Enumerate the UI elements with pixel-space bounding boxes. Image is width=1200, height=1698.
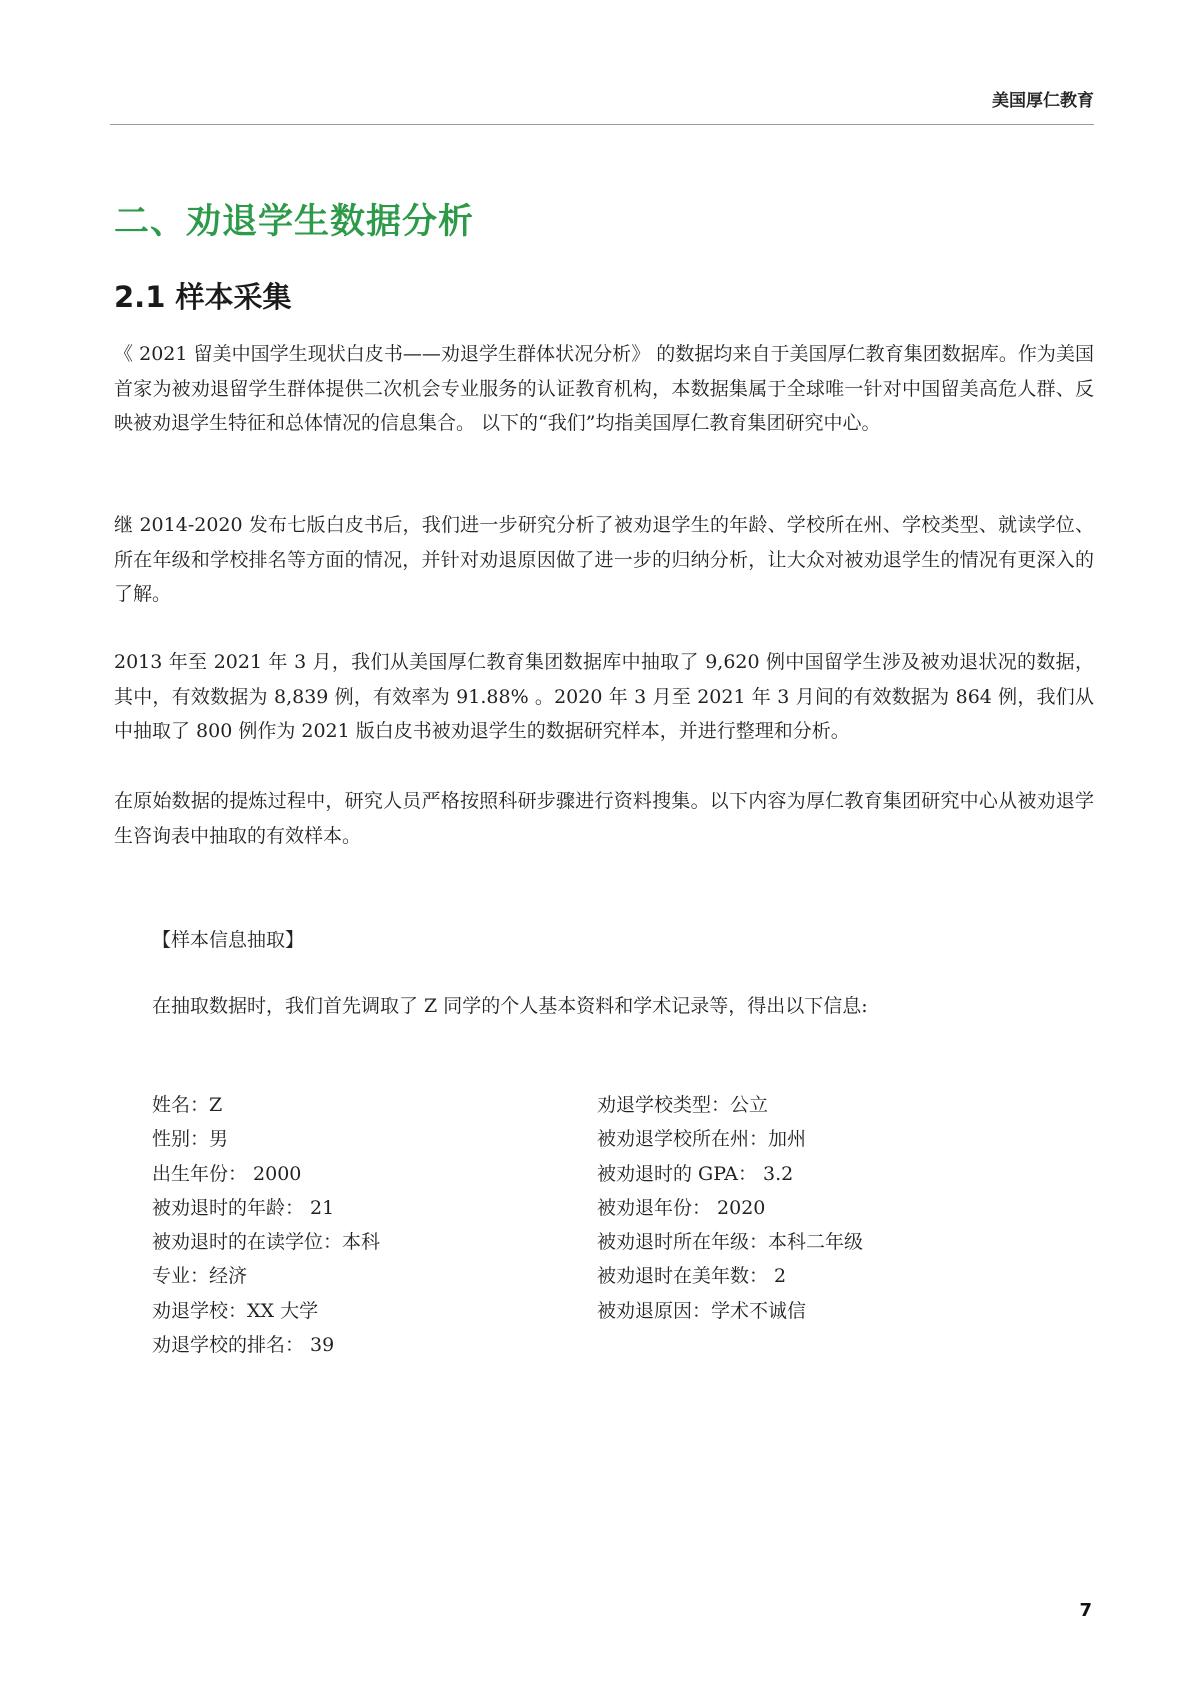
subsection-title: 2.1 样本采集 [114, 280, 292, 314]
field-major: 专业：经济 [152, 1265, 248, 1288]
field-school-ranking: 劝退学校的排名： 39 [152, 1334, 335, 1357]
field-gender: 性别：男 [152, 1128, 229, 1151]
paragraph-data-source: 《 2021 留美中国学生现状白皮书——劝退学生群体状况分析》 的数据均来自于美国厚仁教育集团数据库。作为美国首家为被劝退留学生群体提供二次机会专业服务的认证教育机构，本数据集属于全球唯一针对中国留美高危人群、反映被劝退学生特征和总体情况的信息集合。 以下的“我们”均指美国厚仁教育集团研究中心。 [114, 343, 1094, 434]
header-divider [110, 124, 1094, 125]
field-school-state: 被劝退学校所在州：加州 [597, 1128, 807, 1151]
field-grade-level: 被劝退时所在年级：本科二年级 [597, 1231, 864, 1254]
sample-info-right-column [597, 1088, 863, 1328]
sample-info-left-column [152, 1088, 380, 1362]
field-school: 劝退学校：XX 大学 [152, 1299, 319, 1322]
field-degree: 被劝退时的在读学位：本科 [152, 1231, 381, 1254]
field-name: 姓名：Z [152, 1094, 223, 1116]
paragraph-research-scope: 继 2014-2020 发布七版白皮书后，我们进一步研究分析了被劝退学生的年龄、学校所在州、学校类型、就读学位、所在年级和学校排名等方面的情况，并针对劝退原因做了进一步的归纳分析，让大众对被劝退学生的情况有更深入的了解。 [114, 514, 1094, 605]
page-number: 7 [1079, 1600, 1092, 1621]
field-age-at-dismissal: 被劝退时的年龄： 21 [152, 1196, 335, 1219]
field-years-in-us: 被劝退时在美年数： 2 [597, 1265, 787, 1288]
header-brand: 美国厚仁教育 [992, 91, 1094, 111]
sample-intro: 在抽取数据时，我们首先调取了 Z 同学的个人基本资料和学术记录等，得出以下信息: [152, 995, 868, 1017]
field-gpa: 被劝退时的 GPA： 3.2 [597, 1162, 794, 1185]
paragraph-extraction-process: 在原始数据的提炼过程中，研究人员严格按照科研步骤进行资料搜集。以下内容为厚仁教育集团研究中心从被劝退学生咨询表中抽取的有效样本。 [114, 790, 1094, 847]
field-birth-year: 出生年份： 2000 [152, 1162, 302, 1185]
paragraph-sample-size: 2013 年至 2021 年 3 月，我们从美国厚仁教育集团数据库中抽取了 9,620 例中国留学生涉及被劝退状况的数据，其中，有效数据为 8,839 例，有效率为 91.88% 。2020 年 3 月至 2021 年 3 月间的有效数据为 864 例，我们从中抽取了 800 例作为 2021 版白皮书被劝退学生的数据研究样本，并进行整理和分析。 [114, 651, 1094, 742]
section-title: 二、劝退学生数据分析 [114, 202, 475, 242]
sample-heading: 【样本信息抽取】 [152, 929, 305, 951]
field-school-type: 劝退学校类型：公立 [597, 1094, 769, 1116]
field-dismissal-reason: 被劝退原因：学术不诚信 [597, 1299, 807, 1322]
field-dismissal-year: 被劝退年份： 2020 [597, 1196, 766, 1219]
